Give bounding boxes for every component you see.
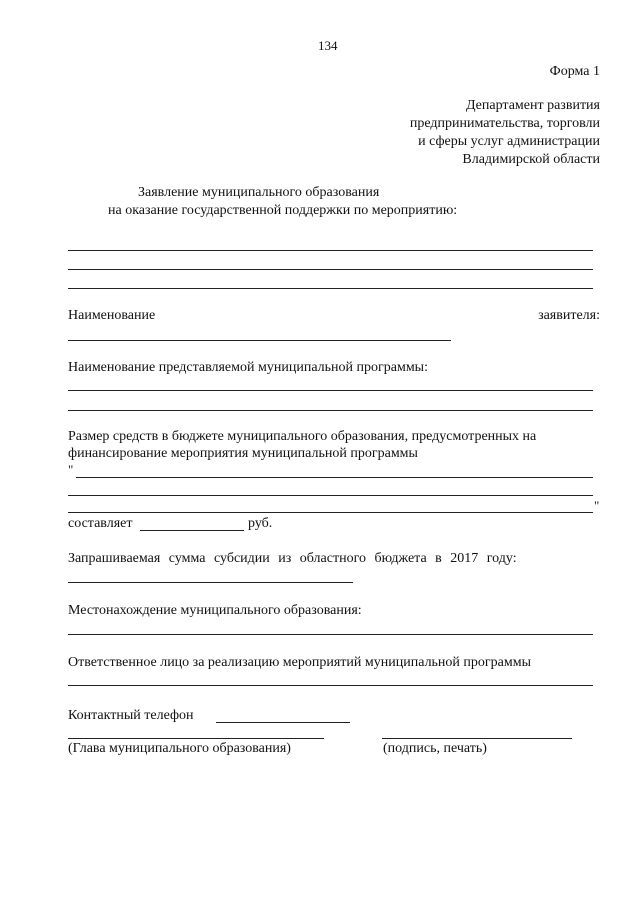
- location-label: Местонахождение муниципального образования:: [68, 603, 362, 618]
- head-signature-line[interactable]: [68, 738, 324, 739]
- quote-open: ": [68, 462, 74, 477]
- title-line: на оказание государственной поддержки по мероприятию:: [108, 203, 458, 218]
- subsidy-label: Запрашиваемая сумма субсидии из областного бюджета в 2017 году:: [68, 551, 517, 566]
- budget-blank-line[interactable]: [68, 512, 593, 513]
- program-blank-line[interactable]: [68, 390, 593, 391]
- head-signature-caption: (Глава муниципального образования): [68, 741, 291, 756]
- phone-blank-line[interactable]: [216, 722, 350, 723]
- responsible-blank-line[interactable]: [68, 685, 593, 686]
- quote-close: ": [594, 498, 600, 513]
- budget-blank-line[interactable]: [76, 477, 593, 478]
- budget-label: Размер средств в бюджете муниципального образования, предусмотренных на: [68, 429, 537, 444]
- subsidy-blank-line[interactable]: [68, 582, 353, 583]
- addressee-line: Департамент развития: [465, 98, 600, 113]
- phone-label: Контактный телефон: [68, 708, 194, 723]
- budget-blank-line[interactable]: [68, 495, 593, 496]
- page-number: 134: [318, 38, 338, 53]
- addressee-line: и сферы услуг администрации: [418, 134, 600, 149]
- budget-label: финансирование мероприятия муниципальной программы: [68, 446, 418, 461]
- title-line: Заявление муниципального образования: [138, 185, 380, 200]
- applicant-label: Наименование: [68, 308, 156, 323]
- responsible-label: Ответственное лицо за реализацию мероприятий муниципальной программы: [68, 655, 531, 670]
- applicant-label-end: заявителя:: [538, 308, 600, 323]
- amount-blank-line[interactable]: [140, 530, 244, 531]
- addressee-line: предпринимательства, торговли: [409, 116, 600, 131]
- program-blank-line[interactable]: [68, 410, 593, 411]
- form-label: Форма 1: [549, 64, 600, 79]
- event-blank-line[interactable]: [68, 288, 593, 289]
- event-blank-line[interactable]: [68, 250, 593, 251]
- addressee-line: Владимирской области: [462, 152, 600, 167]
- program-name-label: Наименование представляемой муниципальной программы:: [68, 360, 428, 375]
- seal-signature-caption: (подпись, печать): [383, 741, 487, 756]
- amount-suffix: руб.: [248, 516, 273, 531]
- seal-signature-line[interactable]: [382, 738, 572, 739]
- amount-prefix: составляет: [68, 516, 133, 531]
- location-blank-line[interactable]: [68, 634, 593, 635]
- event-blank-line[interactable]: [68, 269, 593, 270]
- applicant-blank-line[interactable]: [68, 340, 451, 341]
